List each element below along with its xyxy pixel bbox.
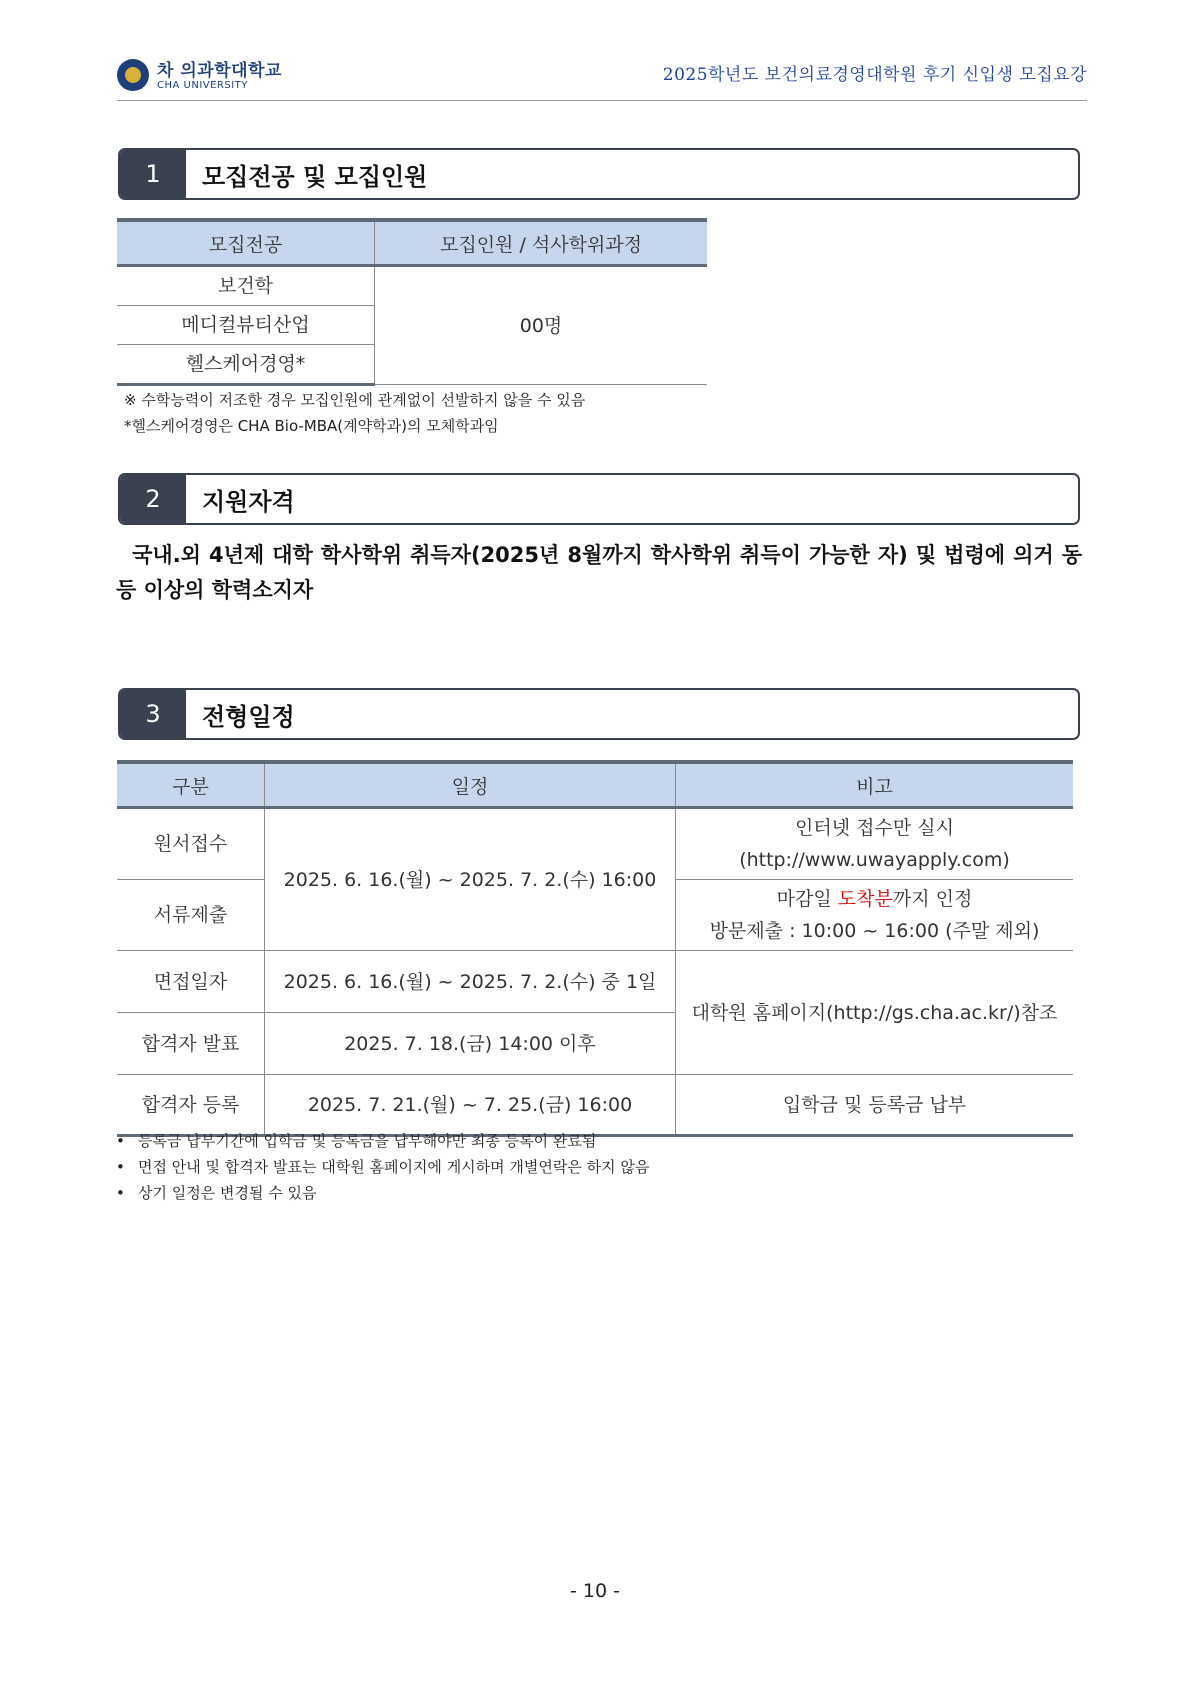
header-remarks: 비고 [676,762,1074,808]
header-count: 모집인원 / 석사학위과정 [375,220,708,266]
bullet-icon: • [116,1158,125,1176]
section-title: 지원자격 [202,487,295,516]
major-cell: 보건학 [117,266,375,306]
docs-note-line: 마감일 도착분까지 인정 [776,888,973,910]
section-2-heading [118,473,1080,525]
section-number: 2 [120,475,186,523]
docs-note-visit: 방문제출 : 10:00 ~ 16:00 (주말 제외) [709,920,1040,942]
result-date: 2025. 7. 18.(금) 14:00 이후 [265,1013,676,1075]
document-title: 2025학년도 보건의료경영대학원 후기 신입생 모집요강 [662,65,1087,85]
docs-remarks [676,880,1074,951]
list-item: • 등록금 납부기간에 입학금 및 등록금을 납부해야만 최종 등록이 완료됨 [116,1128,649,1154]
register-date: 2025. 7. 21.(월) ~ 7. 25.(금) 16:00 [265,1075,676,1136]
bullet-icon: • [116,1184,125,1202]
apply-remarks [676,808,1074,880]
row-label-result: 합격자 발표 [117,1013,265,1075]
apply-docs-date: 2025. 6. 16.(월) ~ 2025. 7. 2.(수) 16:00 [265,808,676,951]
major-cell: 메디컬뷰티산업 [117,306,375,345]
logo-english: CHA UNIVERSITY [157,80,248,91]
row-label-apply: 원서접수 [117,808,265,880]
register-remarks: 입학금 및 등록금 납부 [676,1075,1074,1136]
note-selection: ※ 수학능력이 저조한 경우 모집인원에 관계없이 선발하지 않을 수 있음 [124,391,586,409]
major-cell: 헬스케어경영* [117,345,375,385]
section-title: 전형일정 [202,702,295,731]
homepage-remarks: 대학원 홈페이지(http://gs.cha.ac.kr/)참조 [676,951,1074,1075]
count-cell: 00명 [375,266,708,385]
header-category: 구분 [117,762,265,808]
schedule-notes [116,1128,649,1206]
recruit-table [117,218,707,386]
list-item: • 면접 안내 및 합격자 발표는 대학원 홈페이지에 게시하며 개별연락은 하지 않음 [116,1154,649,1180]
apply-note-url: (http://www.uwayapply.com) [739,849,1010,871]
university-seal-icon [117,59,149,91]
interview-date: 2025. 6. 16.(월) ~ 2025. 7. 2.(수) 중 1일 [265,951,676,1013]
header-schedule: 일정 [265,762,676,808]
section-3-heading [118,688,1080,740]
apply-note-line: 인터넷 접수만 실시 [795,817,954,839]
page-header [117,56,1087,101]
logo-korean: 차 의과학대학교 [157,61,282,81]
row-label-interview: 면접일자 [117,951,265,1013]
section-number: 1 [120,150,186,198]
section-number: 3 [120,690,186,738]
docs-note-highlight: 도착분 [837,888,893,910]
note-parent-dept: *헬스케어경영은 CHA Bio-MBA(계약학과)의 모체학과임 [124,417,499,435]
section-1-heading [118,148,1080,200]
header-major: 모집전공 [117,220,375,266]
eligibility-text: 국내.외 4년제 대학 학사학위 취득자(2025년 8월까지 학사학위 취득이 가능한 자) 및 법령에 의거 동등 이상의 학력소지자 [116,543,1083,602]
row-label-register: 합격자 등록 [117,1075,265,1136]
row-label-docs: 서류제출 [117,880,265,951]
bullet-icon: • [116,1132,125,1150]
list-item: • 상기 일정은 변경될 수 있음 [116,1180,649,1206]
section-title: 모집전공 및 모집인원 [202,162,428,191]
schedule-table [117,760,1073,1137]
page-number: - 10 - [570,1580,620,1602]
